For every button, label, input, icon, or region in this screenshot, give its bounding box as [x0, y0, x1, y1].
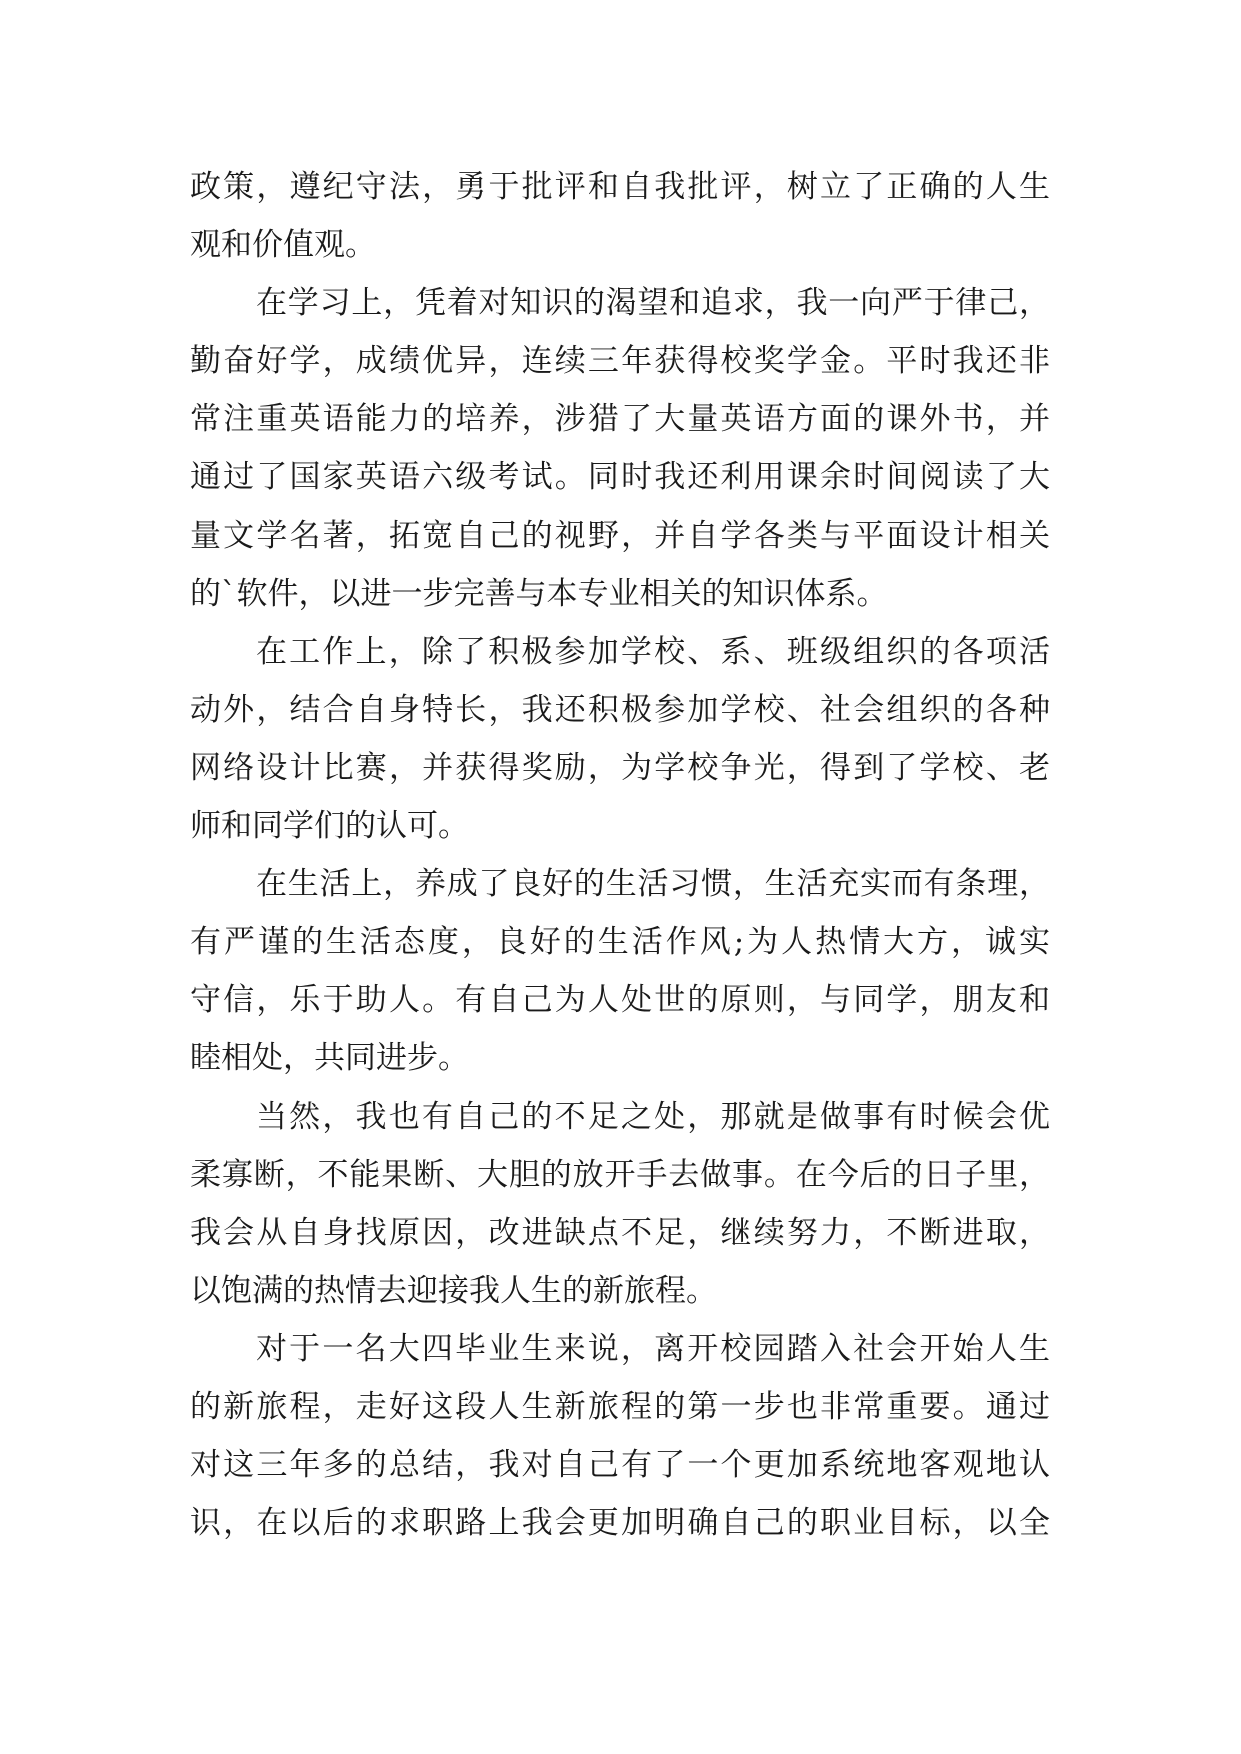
paragraph-first-line: 在工作上，除了积极参加学校、系、班级组织的各项活 — [256, 633, 1050, 670]
text-line: 识，在以后的求职路上我会更加明确自己的职业目标，以全 — [190, 1505, 1050, 1542]
text-line: 勤奋好学，成绩优异，连续三年获得校奖学金。平时我还非 — [190, 343, 1050, 380]
text-line: 常注重英语能力的培养，涉猎了大量英语方面的课外书，并 — [190, 401, 1050, 438]
text-line: 以饱满的热情去迎接我人生的新旅程。 — [190, 1272, 717, 1309]
text-line: 柔寡断，不能果断、大胆的放开手去做事。在今后的日子里， — [190, 1156, 1050, 1193]
text-line: 的新旅程，走好这段人生新旅程的第一步也非常重要。通过 — [190, 1388, 1050, 1425]
text-line: 守信，乐于助人。有自己为人处世的原则，与同学，朋友和 — [190, 982, 1050, 1019]
text-line: 通过了国家英语六级考试。同时我还利用课余时间阅读了大 — [190, 459, 1050, 496]
text-line: 动外，结合自身特长，我还积极参加学校、社会组织的各种 — [190, 691, 1050, 728]
text-line: 观和价值观。 — [190, 227, 376, 264]
text-line: 网络设计比赛，并获得奖励，为学校争光，得到了学校、老 — [190, 749, 1050, 786]
paragraph-first-line: 在学习上，凭着对知识的渴望和追求，我一向严于律己， — [256, 285, 1050, 322]
paragraph-first-line: 当然，我也有自己的不足之处，那就是做事有时候会优 — [256, 1098, 1050, 1135]
text-line: 对这三年多的总结，我对自己有了一个更加系统地客观地认 — [190, 1447, 1050, 1484]
paragraph-first-line: 对于一名大四毕业生来说，离开校园踏入社会开始人生 — [256, 1330, 1050, 1367]
text-line: 的`软件，以进一步完善与本专业相关的知识体系。 — [190, 575, 888, 612]
document-body — [190, 158, 1050, 1552]
text-line: 我会从自身找原因，改进缺点不足，继续努力，不断进取， — [190, 1214, 1050, 1251]
paragraph-first-line: 在生活上，养成了良好的生活习惯，生活充实而有条理， — [256, 866, 1050, 903]
text-line: 量文学名著，拓宽自己的视野，并自学各类与平面设计相关 — [190, 517, 1050, 554]
text-line: 政策，遵纪守法，勇于批评和自我批评，树立了正确的人生 — [190, 169, 1050, 205]
text-line: 有严谨的生活态度，良好的生活作风;为人热情大方，诚实 — [190, 924, 1050, 961]
text-line: 师和同学们的认可。 — [190, 808, 469, 845]
text-line: 睦相处，共同进步。 — [190, 1040, 469, 1077]
